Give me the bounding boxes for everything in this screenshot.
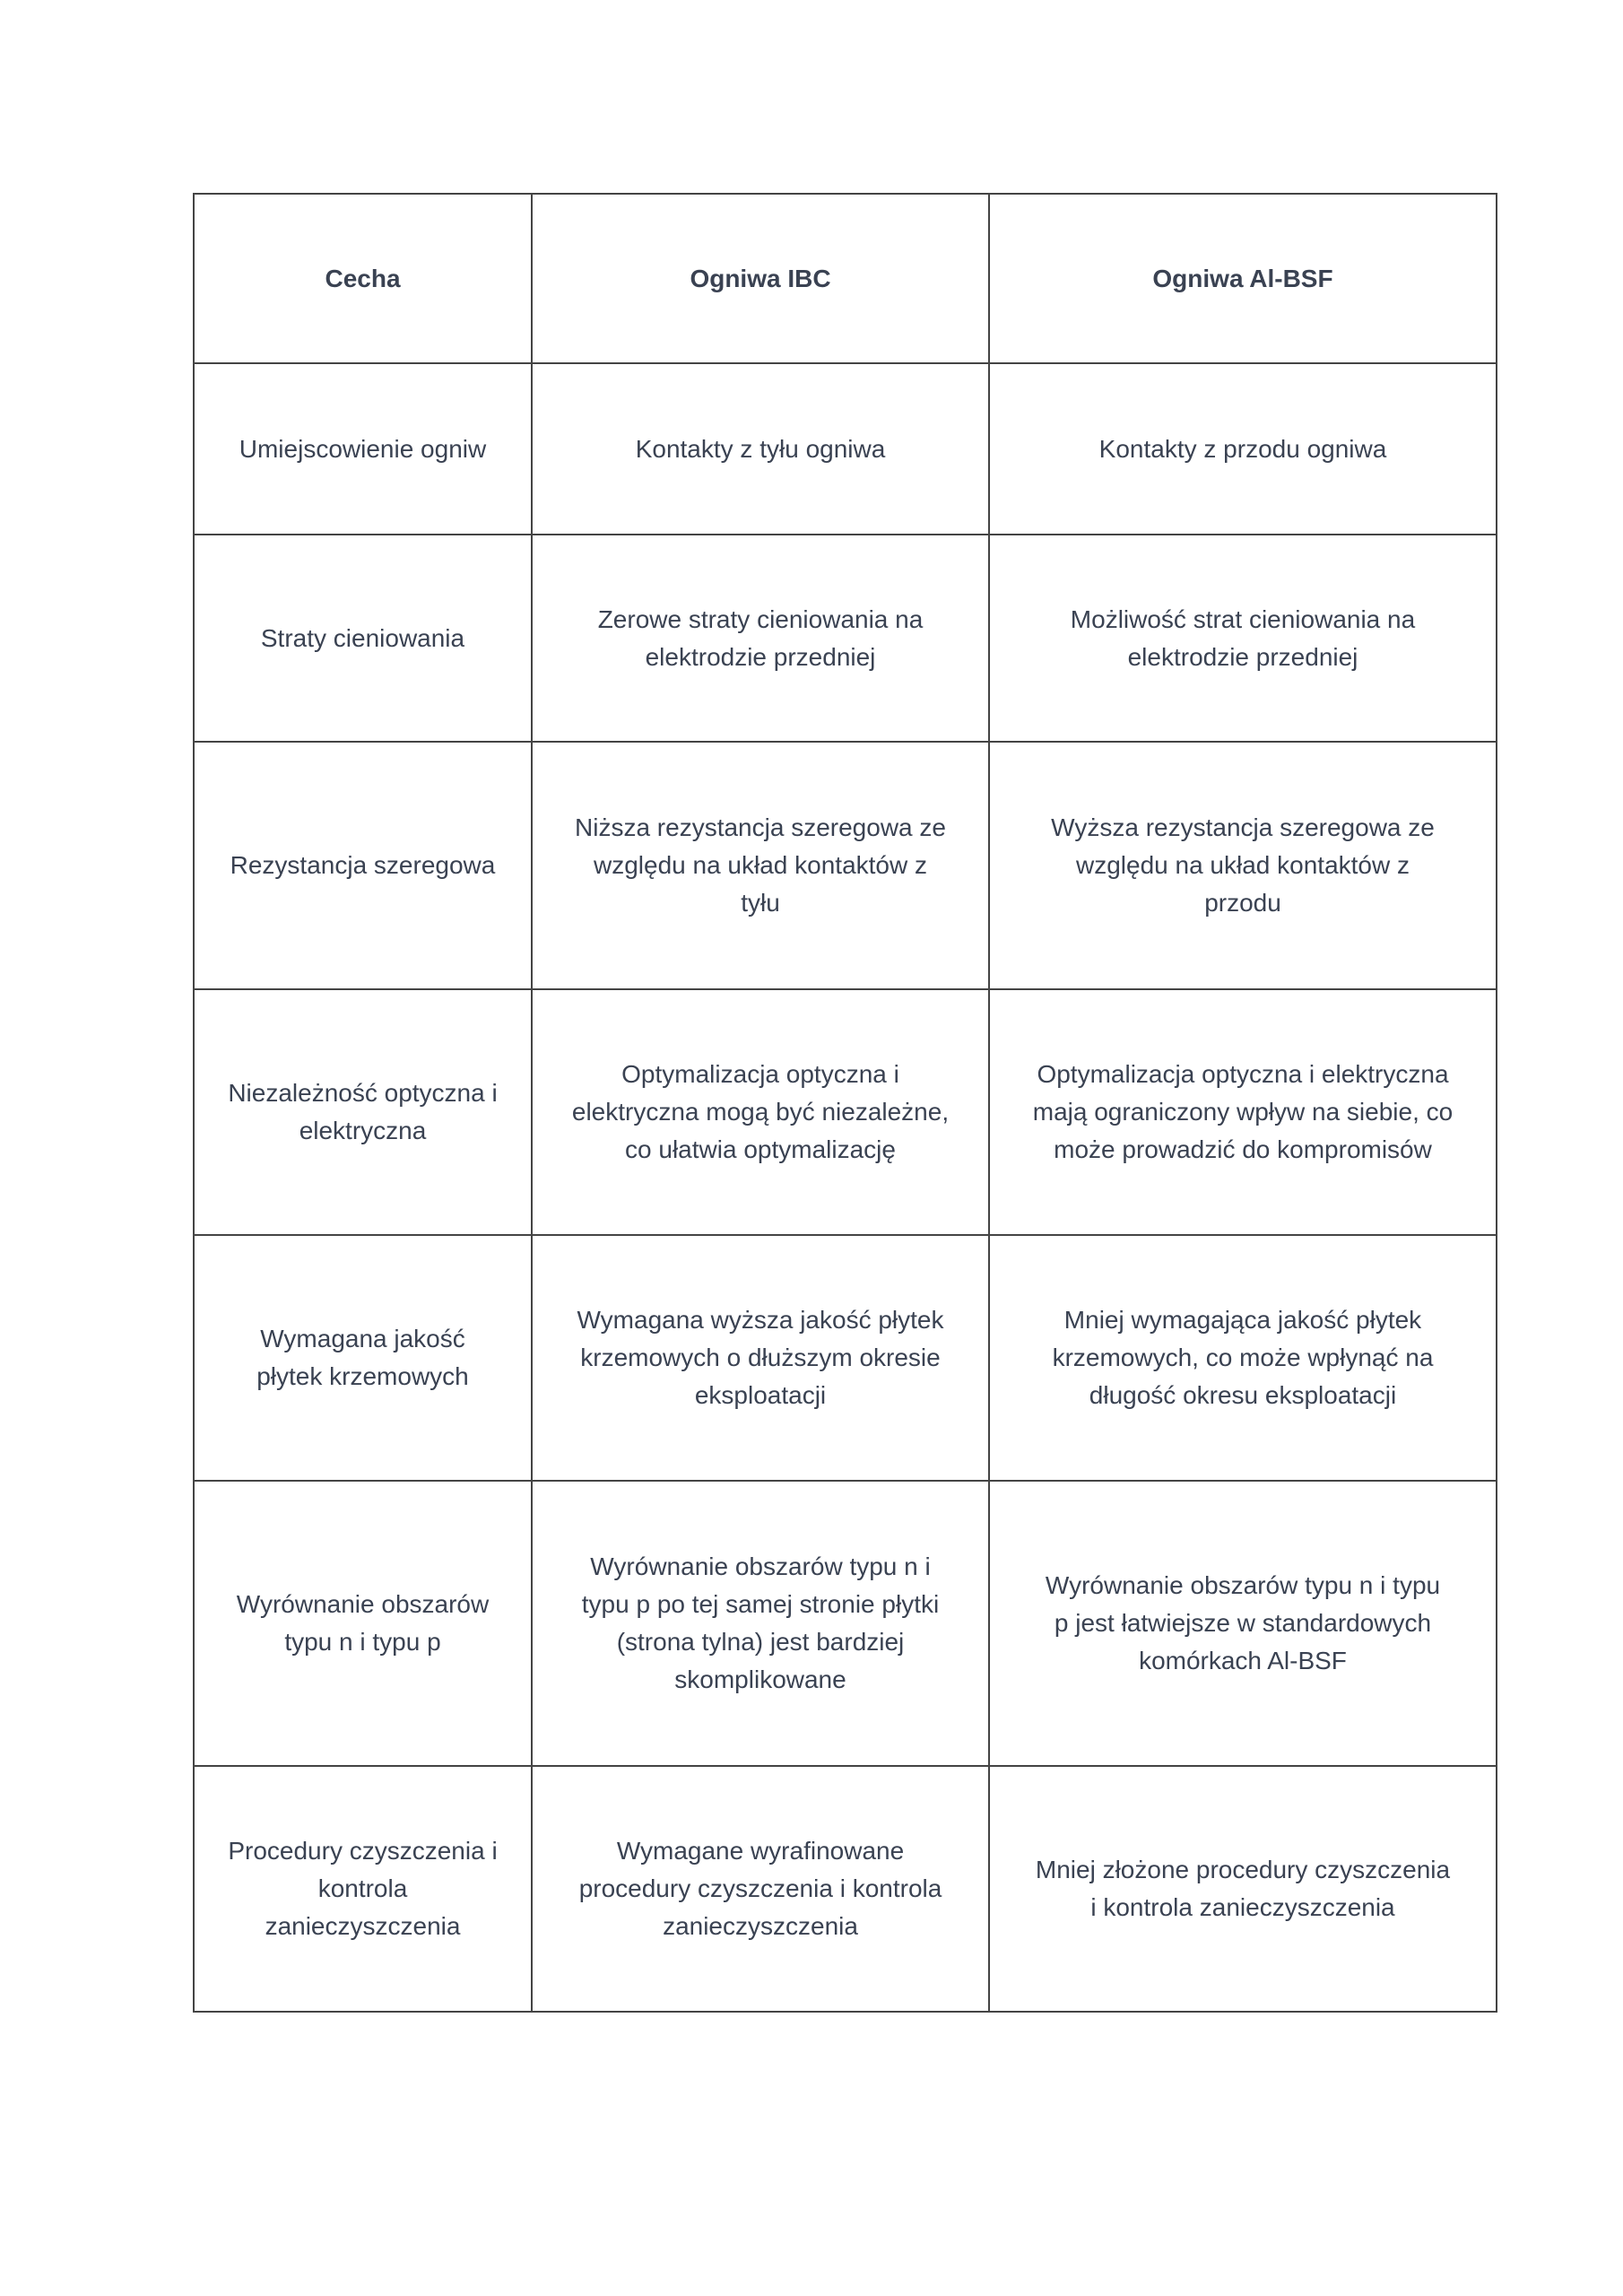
feature-cell: Wyrównanie obszarów typu n i typu p <box>194 1481 532 1766</box>
feature-cell: Niezależność optyczna i elektryczna <box>194 989 532 1235</box>
header-feature: Cecha <box>194 194 532 363</box>
ibc-cell: Wymagana wyższa jakość płytek krzemowych o dłuższym okresie eksploatacji <box>532 1235 989 1481</box>
ibc-cell: Optymalizacja optyczna i elektryczna mogą być niezależne, co ułatwia optymalizację <box>532 989 989 1235</box>
header-row <box>194 194 1497 363</box>
feature-cell: Wymagana jakość płytek krzemowych <box>194 1235 532 1481</box>
ibc-cell: Zerowe straty cieniowania na elektrodzie przedniej <box>532 535 989 742</box>
comparison-table <box>193 193 1497 2013</box>
al-bsf-cell: Mniej wymagająca jakość płytek krzemowych, co może wpłynąć na długość okresu eksploatacji <box>989 1235 1497 1481</box>
al-bsf-cell: Optymalizacja optyczna i elektryczna mają ograniczony wpływ na siebie, co może prowadzić do kompromisów <box>989 989 1497 1235</box>
al-bsf-cell: Możliwość strat cieniowania na elektrodzie przedniej <box>989 535 1497 742</box>
table-row <box>194 989 1497 1235</box>
ibc-cell: Kontakty z tyłu ogniwa <box>532 363 989 535</box>
al-bsf-cell: Wyższa rezystancja szeregowa ze względu na układ kontaktów z przodu <box>989 742 1497 989</box>
table-row <box>194 535 1497 742</box>
table-row <box>194 1481 1497 1766</box>
header-ibc: Ogniwa IBC <box>532 194 989 363</box>
ibc-cell: Wymagane wyrafinowane procedury czyszczenia i kontrola zanieczyszczenia <box>532 1766 989 2012</box>
feature-cell: Procedury czyszczenia i kontrola zanieczyszczenia <box>194 1766 532 2012</box>
table-row <box>194 363 1497 535</box>
table-row <box>194 1235 1497 1481</box>
ibc-cell: Wyrównanie obszarów typu n i typu p po tej samej stronie płytki (strona tylna) jest bardziej skomplikowane <box>532 1481 989 1766</box>
table-row <box>194 1766 1497 2012</box>
al-bsf-cell: Kontakty z przodu ogniwa <box>989 363 1497 535</box>
feature-cell: Rezystancja szeregowa <box>194 742 532 989</box>
table-row <box>194 742 1497 989</box>
feature-cell: Umiejscowienie ogniw <box>194 363 532 535</box>
ibc-cell: Niższa rezystancja szeregowa ze względu na układ kontaktów z tyłu <box>532 742 989 989</box>
header-al-bsf: Ogniwa Al-BSF <box>989 194 1497 363</box>
al-bsf-cell: Mniej złożone procedury czyszczenia i kontrola zanieczyszczenia <box>989 1766 1497 2012</box>
feature-cell: Straty cieniowania <box>194 535 532 742</box>
al-bsf-cell: Wyrównanie obszarów typu n i typu p jest łatwiejsze w standardowych komórkach Al-BSF <box>989 1481 1497 1766</box>
